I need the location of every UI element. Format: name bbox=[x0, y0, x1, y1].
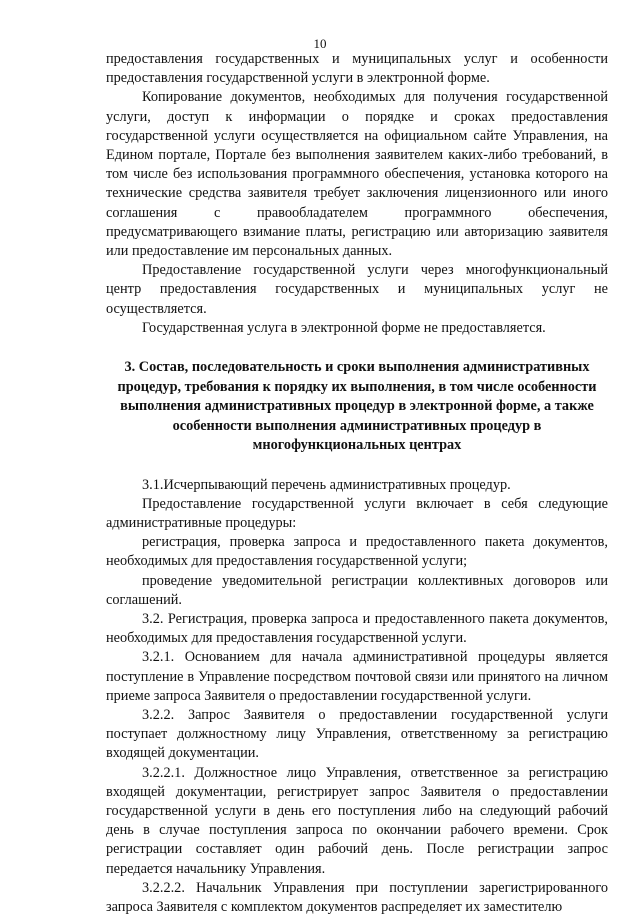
document-body bbox=[106, 50, 608, 917]
paragraph: Копирование документов, необходимых для получения государственной услуги, доступ к информации о порядке и сроках предоставления государственной услуги осуществляется на официальном сайте Управления, на Едином портале, Портале без выполнения заявителем каких-либо требований, в том числе без использования программного обеспечения, установка которого на технические средства заявителя требует заключения лицензионного или иного соглашения с правообладателем программного обеспечения, предусматривающего взимание платы, регистрацию или авторизацию заявителя или предоставление им персональных данных. bbox=[106, 89, 608, 260]
paragraph: 3.1.Исчерпывающий перечень административных процедур. bbox=[142, 476, 511, 493]
paragraph: проведение уведомительной регистрации коллективных договоров или соглашений. bbox=[106, 572, 608, 608]
paragraph: Предоставление государственной услуги включает в себя следующие административные процедуры: bbox=[106, 495, 608, 531]
paragraph: 3.2.2.1. Должностное лицо Управления, ответственное за регистрацию входящей документации, регистрирует запрос Заявителя о предоставлении государственной услуги в день его поступления либо на следующий рабочий день в случае поступления запроса по окончании рабочего времени. Срок регистрации составляет один рабочий день. После регистрации запрос передается начальнику Управления. bbox=[106, 764, 608, 877]
paragraph: Предоставление государственной услуги через многофункциональный центр предоставления государственных и муниципальных услуг не осуществляется. bbox=[106, 262, 608, 317]
section-heading: 3. Состав, последовательность и сроки выполнения административных процедур, требования к порядку их выполнения, в том числе особенности выполнения административных процедур в электронной форме, а также особенности выполнения административных процедур в многофункциональных центрах bbox=[117, 359, 597, 454]
paragraph: 3.2.2.2. Начальник Управления при поступлении зарегистрированного запроса Заявителя с комплектом документов распределяет их заместителю bbox=[106, 879, 608, 916]
paragraph: предоставления государственных и муниципальных услуг и особенности предоставления государственной услуги в электронной форме. bbox=[106, 51, 608, 87]
paragraph: 3.2. Регистрация, проверка запроса и предоставленного пакета документов, необходимых для предоставления государственной услуги. bbox=[106, 610, 608, 647]
paragraph: 3.2.2. Запрос Заявителя о предоставлении государственной услуги поступает должностному лицу Управления, ответственному за регистрацию входящей документации. bbox=[106, 706, 608, 762]
paragraph: регистрация, проверка запроса и предоставленного пакета документов, необходимых для предоставления государственной услуги; bbox=[106, 534, 608, 570]
paragraph: Государственная услуга в электронной форме не предоставляется. bbox=[142, 319, 546, 336]
page-number: 10 bbox=[313, 36, 327, 51]
paragraph: 3.2.1. Основанием для начала административной процедуры является поступление в Управление посредством почтовой связи или принятого на личном приеме запроса Заявителя о предоставлении государственной услуги. bbox=[106, 649, 608, 704]
